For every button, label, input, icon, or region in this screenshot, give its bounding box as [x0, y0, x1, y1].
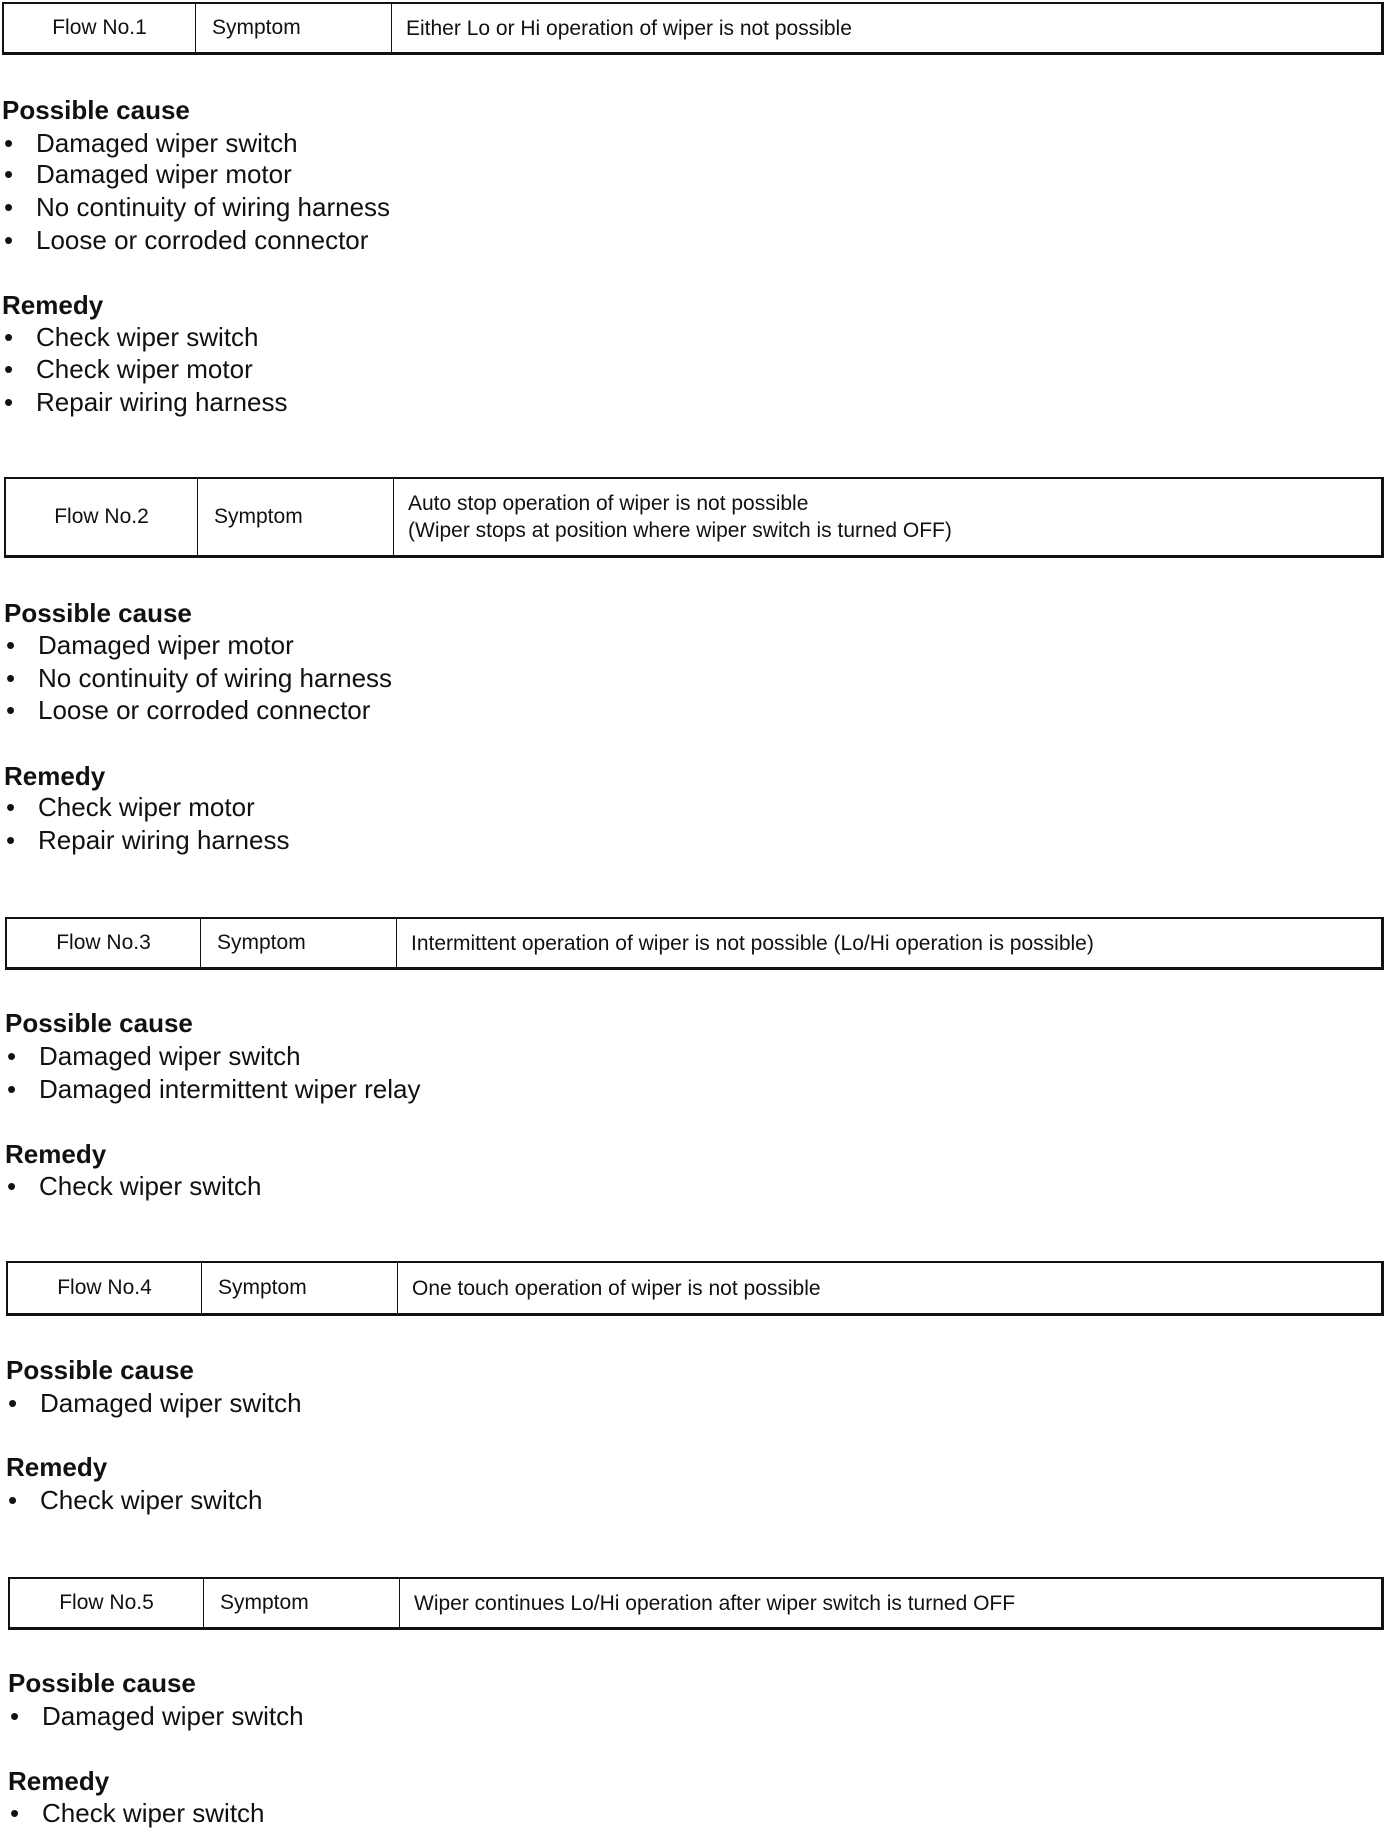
symptom-description [392, 4, 1381, 52]
cause-item: • Damaged wiper motor [6, 630, 294, 661]
remedy-item: • Check wiper switch [10, 1798, 265, 1829]
flow-header-table [5, 917, 1384, 970]
flow-number: Flow No.1 [4, 4, 196, 52]
cause-item: • No continuity of wiring harness [6, 663, 392, 694]
cause-item: • Loose or corroded connector [4, 225, 368, 256]
symptom-line: (Wiper stops at position where wiper switch is turned OFF) [408, 519, 952, 542]
symptom-label: Symptom [204, 1579, 400, 1627]
symptom-line: One touch operation of wiper is not possible [412, 1276, 821, 1300]
remedy-item: • Check wiper switch [4, 322, 259, 353]
flow-number: Flow No.2 [6, 479, 198, 555]
remedy-heading: Remedy [2, 290, 104, 320]
remedy-item: • Repair wiring harness [6, 825, 289, 856]
flow-number: Flow No.5 [10, 1579, 204, 1627]
symptom-description [398, 1263, 1381, 1313]
cause-item: • Damaged wiper motor [4, 159, 292, 190]
flow-header-table [8, 1577, 1384, 1630]
cause-item: • Damaged wiper switch [8, 1388, 302, 1419]
symptom-label: Symptom [201, 919, 397, 967]
cause-item: • Loose or corroded connector [6, 695, 370, 726]
remedy-item: • Check wiper motor [4, 354, 253, 385]
remedy-heading: Remedy [8, 1766, 110, 1796]
flow-header-table [4, 477, 1384, 558]
symptom-description [394, 479, 1381, 555]
flow-header-table [6, 1261, 1384, 1316]
cause-item: • Damaged wiper switch [10, 1701, 304, 1732]
symptom-line: Intermittent operation of wiper is not possible (Lo/Hi operation is possible) [411, 931, 1094, 955]
remedy-heading: Remedy [6, 1452, 108, 1482]
possible-cause-heading: Possible cause [5, 1008, 193, 1038]
possible-cause-heading: Possible cause [8, 1668, 196, 1698]
symptom-description [397, 919, 1381, 967]
cause-item: • No continuity of wiring harness [4, 192, 390, 223]
symptom-line: Auto stop operation of wiper is not possible [408, 492, 809, 515]
remedy-item: • Repair wiring harness [4, 387, 287, 418]
remedy-heading: Remedy [4, 761, 106, 791]
remedy-item: • Check wiper switch [8, 1485, 263, 1516]
symptom-label: Symptom [202, 1263, 398, 1313]
flow-number: Flow No.3 [7, 919, 201, 967]
remedy-item: • Check wiper switch [7, 1171, 262, 1202]
cause-item: • Damaged wiper switch [4, 128, 298, 159]
remedy-item: • Check wiper motor [6, 792, 255, 823]
symptom-label: Symptom [196, 4, 392, 52]
symptom-label: Symptom [198, 479, 394, 555]
cause-item: • Damaged intermittent wiper relay [7, 1074, 421, 1105]
flow-number: Flow No.4 [8, 1263, 202, 1313]
possible-cause-heading: Possible cause [2, 95, 190, 125]
symptom-line: Either Lo or Hi operation of wiper is not possible [406, 16, 852, 40]
symptom-description [400, 1579, 1381, 1627]
symptom-line: Wiper continues Lo/Hi operation after wiper switch is turned OFF [414, 1591, 1016, 1615]
cause-item: • Damaged wiper switch [7, 1041, 301, 1072]
possible-cause-heading: Possible cause [6, 1355, 194, 1385]
possible-cause-heading: Possible cause [4, 598, 192, 628]
flow-header-table [2, 2, 1384, 55]
remedy-heading: Remedy [5, 1139, 107, 1169]
